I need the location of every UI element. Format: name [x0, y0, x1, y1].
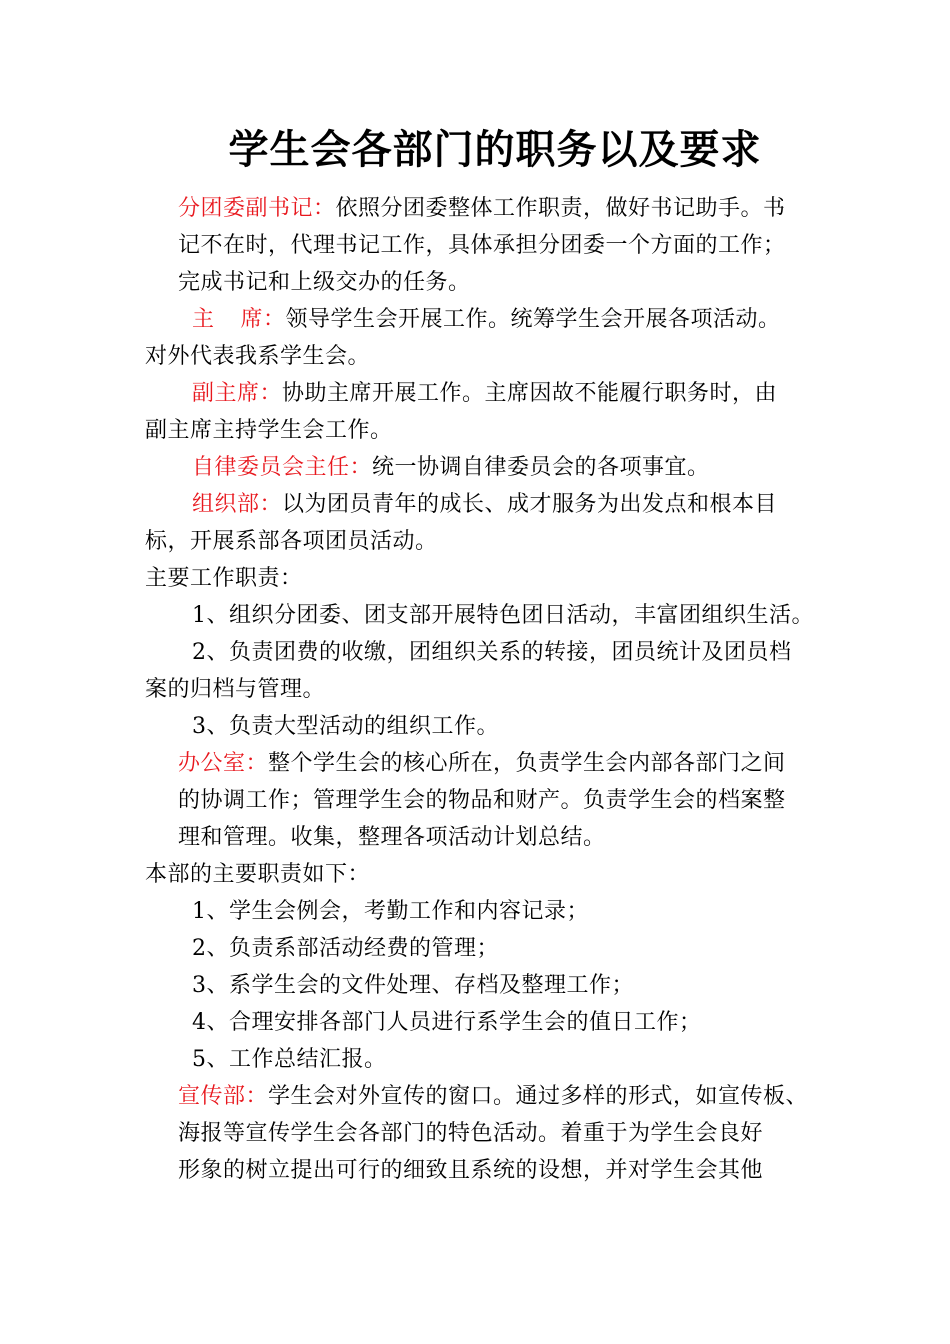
section-xuanchuan-line-3: 形象的树立提出可行的细致且系统的设想，并对学生会其他: [178, 1158, 764, 1183]
section-zuzhi-duty-2-cont: 案的归档与管理。: [145, 677, 326, 702]
section-bangongshi-duty-4: 4、合理安排各部门人员进行系学生会的值日工作；: [192, 1010, 702, 1035]
section-xuanchuan-label: 宣传部：: [178, 1084, 269, 1109]
section-zhuxi-line-1: 主 席：领导学生会开展工作。统筹学生会开展各项活动。: [192, 307, 781, 332]
section-zuzhi-duty-2: 2、负责团费的收缴，团组织关系的转接，团员统计及团员档: [192, 640, 792, 665]
section-fuji-line-1: 分团委副书记：依照分团委整体工作职责，做好书记助手。书: [178, 196, 786, 221]
section-bangongshi-duty-2: 2、负责系部活动经费的管理；: [192, 936, 499, 961]
section-xuanchuan-line-1: 宣传部：学生会对外宣传的窗口。通过多样的形式，如宣传板、: [178, 1084, 809, 1109]
section-bangongshi-duty-5: 5、工作总结汇报。: [192, 1047, 387, 1072]
section-xuanchuan-line-2: 海报等宣传学生会各部门的特色活动。着重于为学生会良好: [178, 1121, 764, 1146]
section-bangongshi-line-2: 的协调工作；管理学生会的物品和财产。负责学生会的档案整: [178, 788, 786, 813]
section-zilv-label: 自律委员会主任：: [192, 455, 373, 480]
section-zuzhi-duty-1: 1、组织分团委、团支部开展特色团日活动，丰富团组织生活。: [192, 603, 814, 628]
section-bangongshi-line-1: 办公室：整个学生会的核心所在，负责学生会内部各部门之间: [178, 751, 786, 776]
section-bangongshi-duties-title: 本部的主要职责如下：: [145, 862, 371, 887]
page-title: 学生会各部门的职务以及要求: [228, 127, 762, 173]
section-bangongshi-duty-1: 1、学生会例会，考勤工作和内容记录；: [192, 899, 589, 924]
section-zilv-line-1: 自律委员会主任：统一协调自律委员会的各项事宜。: [192, 455, 710, 480]
section-zuzhi-line-2: 标，开展系部各项团员活动。: [145, 529, 438, 554]
section-zuzhi-label: 组织部：: [192, 492, 283, 517]
section-zuzhi-duty-3: 3、负责大型活动的组织工作。: [192, 714, 499, 739]
section-fuzhuxi-line-1: 副主席：协助主席开展工作。主席因故不能履行职务时，由: [192, 381, 778, 406]
section-fuzhuxi-line-2: 副主席主持学生会工作。: [145, 418, 393, 443]
section-fuji-line-3: 完成书记和上级交办的任务。: [178, 270, 471, 295]
section-bangongshi-line-3: 理和管理。收集，整理各项活动计划总结。: [178, 825, 606, 850]
section-bangongshi-duty-3: 3、系学生会的文件处理、存档及整理工作；: [192, 973, 634, 998]
section-fuzhuxi-label: 副主席：: [192, 381, 283, 406]
section-bangongshi-label: 办公室：: [178, 751, 269, 776]
section-zhuxi-label-a: 主: [192, 307, 215, 332]
section-zuzhi-line-1: 组织部：以为团员青年的成长、成才服务为出发点和根本目: [192, 492, 778, 517]
section-fuji-line-2: 记不在时，代理书记工作，具体承担分团委一个方面的工作；: [178, 233, 786, 258]
section-zhuxi-label-b: 席：: [240, 307, 286, 332]
section-zuzhi-duties-title: 主要工作职责：: [145, 566, 303, 591]
section-fuji-label: 分团委副书记：: [178, 196, 336, 221]
section-zhuxi-line-2: 对外代表我系学生会。: [145, 344, 371, 369]
